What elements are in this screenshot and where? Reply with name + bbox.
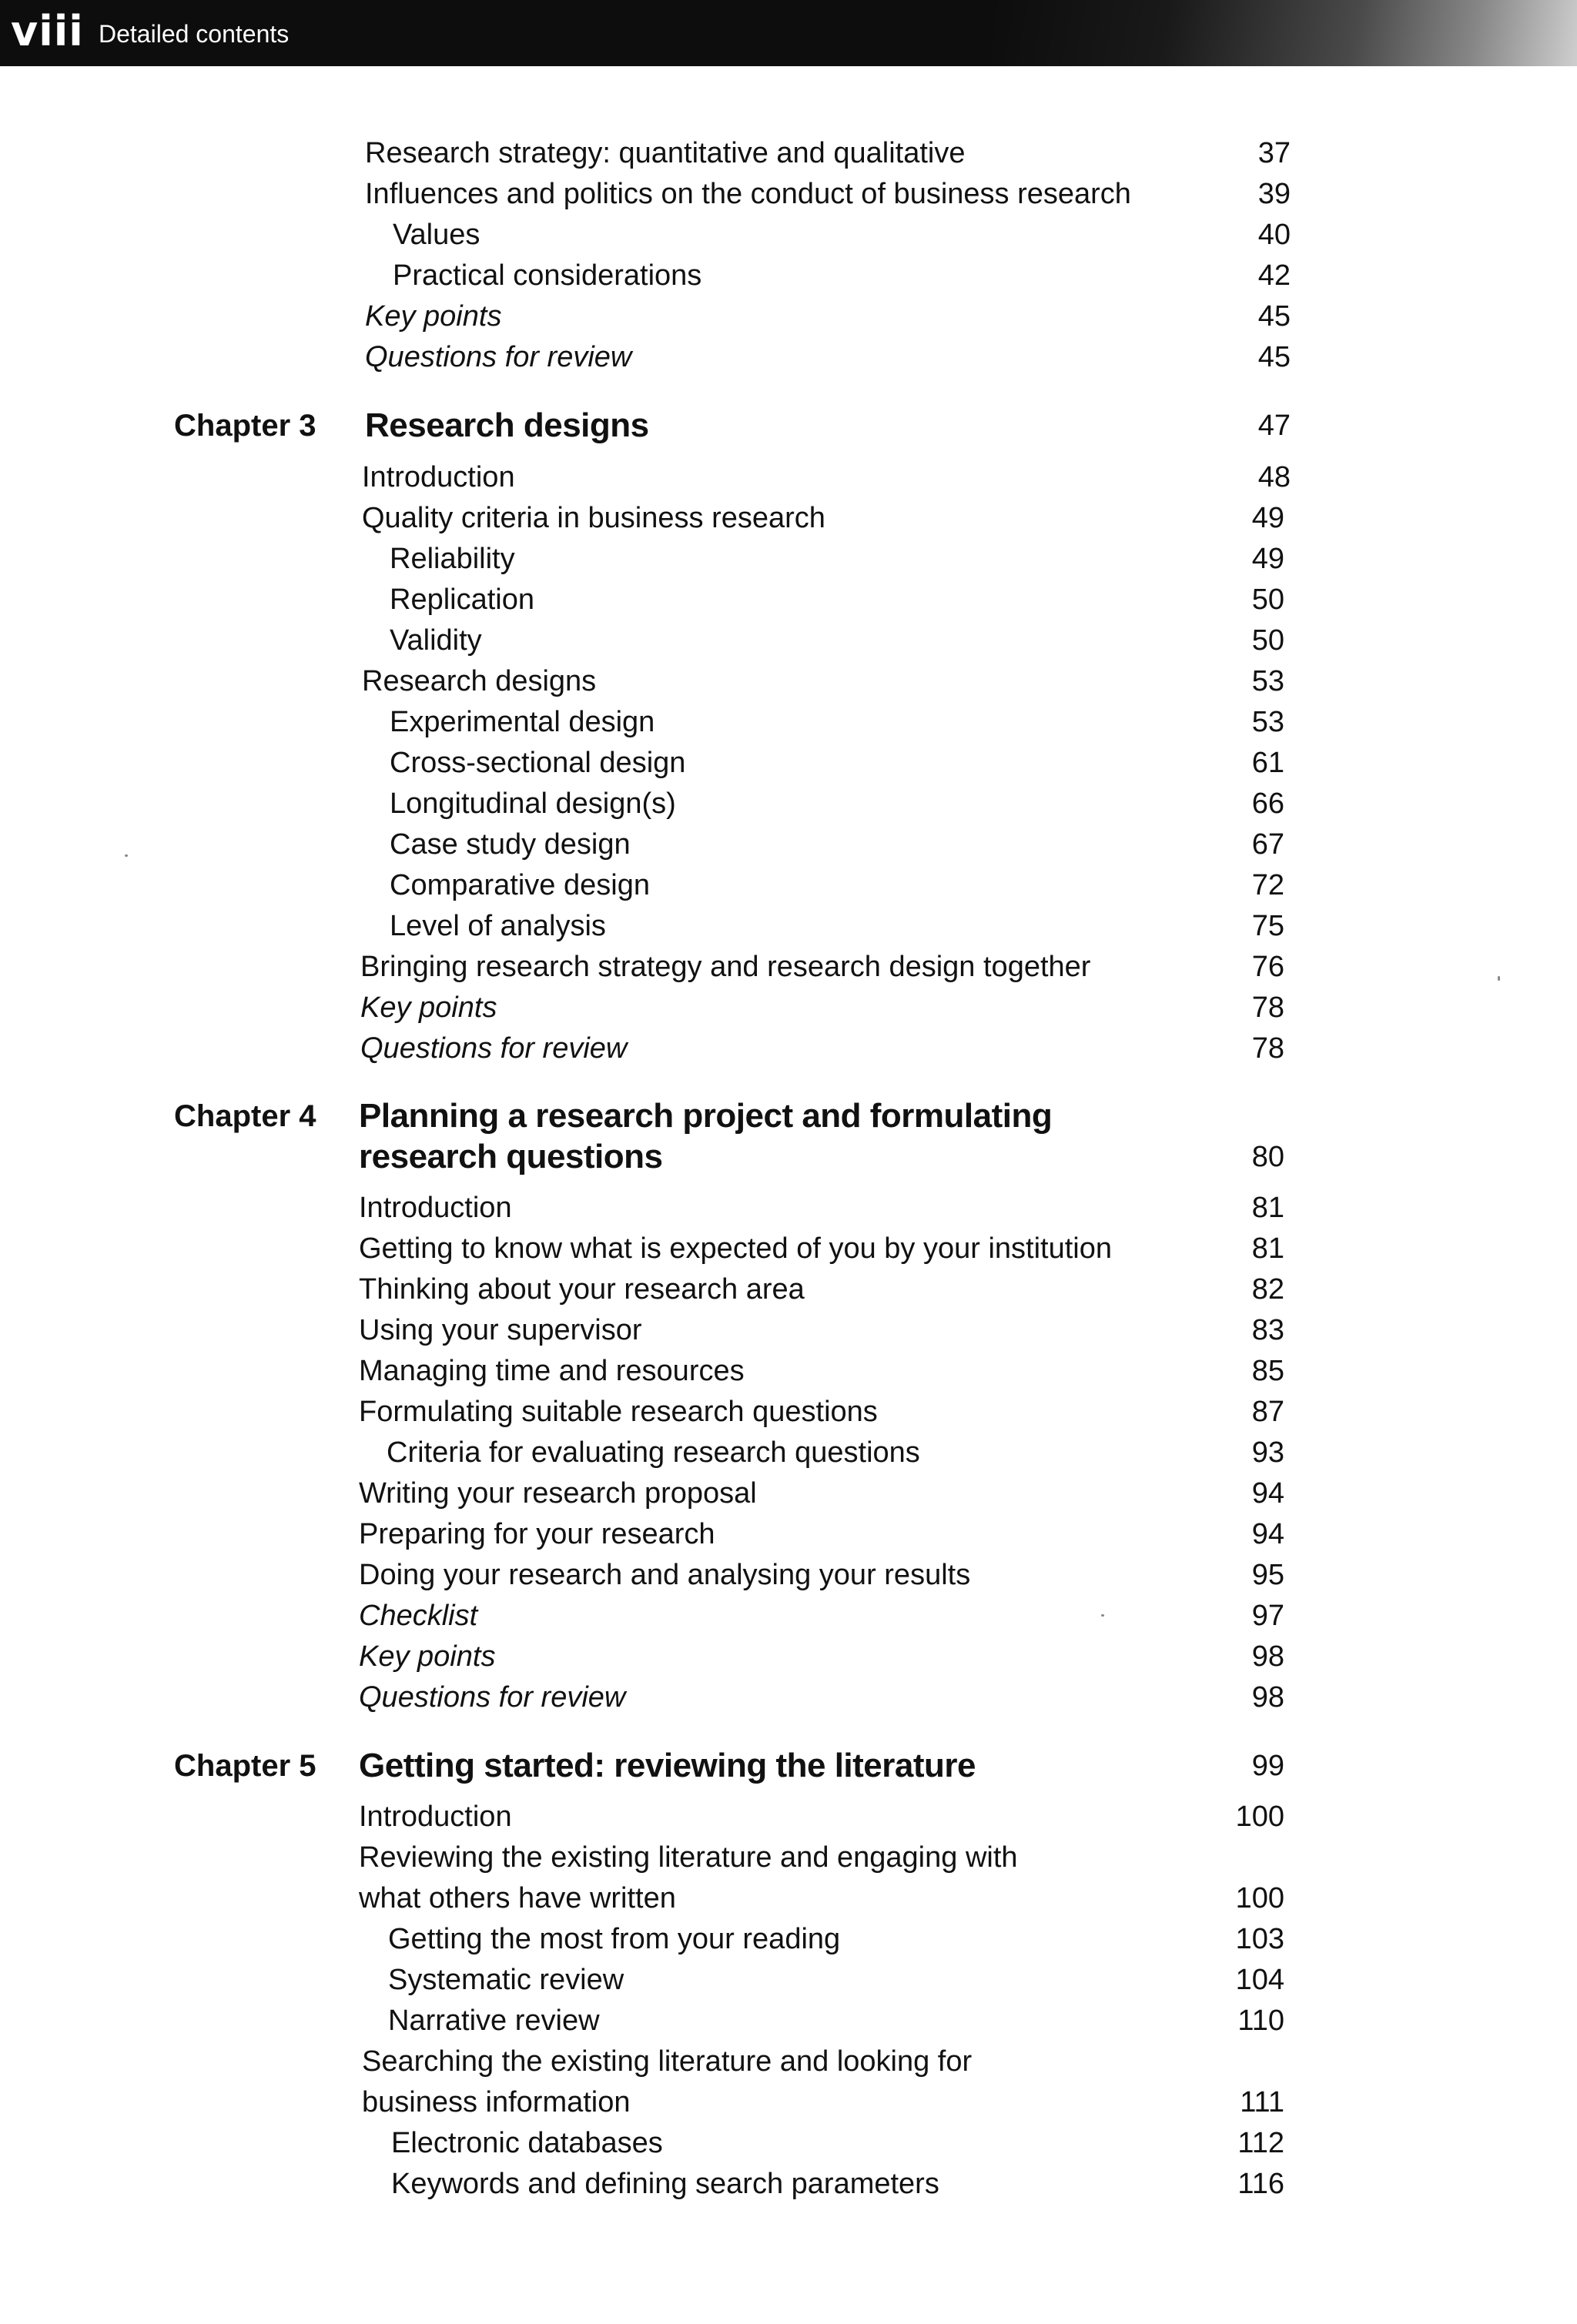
entry-title-comparative-design: Comparative design [390, 869, 650, 901]
entry-page-number: 45 [1257, 341, 1291, 373]
entry-page-number: 53 [1251, 706, 1284, 738]
entry-title-key-points: Key points [360, 991, 497, 1024]
entry-title-replication: Replication [390, 584, 534, 616]
entry-page-number: 87 [1251, 1396, 1284, 1428]
chapter-label: Chapter 4 [174, 1099, 316, 1133]
entry-title-checklist: Checklist [359, 1600, 478, 1632]
entry-page-number: 98 [1251, 1640, 1284, 1673]
entry-page-number: 53 [1251, 665, 1284, 697]
entry-title-experimental-design: Experimental design [390, 706, 655, 738]
toc-entry [0, 1879, 1577, 1918]
entry-page-number: 72 [1251, 869, 1284, 901]
entry-title-research-designs: Research designs [365, 406, 649, 444]
entry-page-number: 78 [1251, 1032, 1284, 1065]
toc-entry [0, 1797, 1577, 1836]
entry-page-number: 112 [1237, 2127, 1284, 2159]
toc-entry [0, 338, 1577, 376]
entry-title-electronic-databases: Electronic databases [391, 2127, 663, 2159]
toc-entry [0, 866, 1577, 905]
toc-entry [0, 1433, 1577, 1472]
toc-entry [0, 1838, 1577, 1877]
entry-title-getting-to-know-what-is-expected-of-you-by-your-institution: Getting to know what is expected of you by your institution [359, 1232, 1112, 1265]
toc-entry [0, 907, 1577, 945]
toc-entry [0, 1393, 1577, 1431]
entry-page-number: 75 [1251, 910, 1284, 942]
toc-entry [0, 1515, 1577, 1553]
entry-page-number: 49 [1251, 543, 1284, 575]
toc-entry [0, 540, 1577, 578]
page-number: viii [11, 7, 84, 55]
section-title: Detailed contents [99, 20, 290, 48]
entry-page-number: 100 [1235, 1801, 1284, 1833]
entry-title-research-questions: research questions [359, 1138, 663, 1175]
toc-entry [0, 744, 1577, 782]
entry-page-number: 37 [1257, 137, 1291, 169]
scan-speck [125, 854, 128, 857]
entry-page-number: 67 [1251, 828, 1284, 861]
toc-entry [0, 662, 1577, 701]
header-texture [992, 0, 1577, 66]
toc-entry [0, 1961, 1577, 1999]
entry-title-key-points: Key points [359, 1640, 496, 1673]
toc-entry [0, 2124, 1577, 2162]
entry-title-questions-for-review: Questions for review [360, 1032, 628, 1065]
entry-page-number: 104 [1235, 1964, 1284, 1996]
entry-page-number: 95 [1251, 1559, 1284, 1591]
entry-title-searching-the-existing-literature-and-looking-for: Searching the existing literature and looking for [362, 2045, 973, 2078]
entry-title-quality-criteria-in-business-research: Quality criteria in business research [362, 502, 825, 534]
entry-page-number: 42 [1257, 259, 1291, 292]
toc-entry [0, 2083, 1577, 2122]
entry-page-number: 82 [1251, 1273, 1284, 1306]
entry-page-number: 103 [1235, 1923, 1284, 1955]
entry-title-business-information: business information [362, 2086, 631, 2118]
toc-entry [0, 1189, 1577, 1227]
entry-page-number: 83 [1251, 1314, 1284, 1346]
entry-title-questions-for-review: Questions for review [365, 341, 632, 373]
toc-entry [0, 2165, 1577, 2203]
toc-entry [0, 458, 1577, 497]
entry-page-number: 116 [1237, 2168, 1284, 2200]
entry-title-values: Values [393, 219, 480, 251]
entry-title-what-others-have-written: what others have written [359, 1882, 676, 1914]
entry-title-introduction: Introduction [359, 1801, 512, 1833]
toc-entry [0, 2001, 1577, 2040]
entry-page-number: 110 [1237, 2005, 1284, 2037]
scan-speck [1498, 976, 1500, 981]
toc-entry [0, 1270, 1577, 1309]
entry-page-number: 39 [1257, 178, 1291, 210]
toc-entry [0, 825, 1577, 864]
toc-entry [0, 499, 1577, 537]
entry-page-number: 97 [1251, 1600, 1284, 1632]
entry-title-criteria-for-evaluating-research-questions: Criteria for evaluating research questions [387, 1436, 920, 1469]
entry-title-questions-for-review: Questions for review [359, 1681, 626, 1714]
toc-entry [0, 1229, 1577, 1268]
toc-entry [0, 297, 1577, 336]
entry-page-number: 80 [1251, 1141, 1284, 1173]
entry-page-number: 85 [1251, 1355, 1284, 1387]
chapter-title [0, 1135, 1577, 1179]
entry-page-number: 47 [1257, 410, 1291, 442]
entry-title-longitudinal-design-s: Longitudinal design(s) [390, 787, 676, 820]
entry-title-research-designs: Research designs [362, 665, 597, 697]
entry-title-research-strategy-quantitative-and-qualitative: Research strategy: quantitative and qualitative [365, 137, 966, 169]
entry-title-reliability: Reliability [390, 543, 515, 575]
entry-page-number: 78 [1251, 991, 1284, 1024]
toc-entry [0, 134, 1577, 172]
entry-title-validity: Validity [390, 624, 482, 657]
entry-title-managing-time-and-resources: Managing time and resources [359, 1355, 745, 1387]
toc-entry [0, 256, 1577, 295]
toc-entry [0, 988, 1577, 1027]
toc-entry [0, 1920, 1577, 1958]
entry-page-number: 45 [1257, 300, 1291, 333]
entry-page-number: 49 [1251, 502, 1284, 534]
entry-title-formulating-suitable-research-questions: Formulating suitable research questions [359, 1396, 878, 1428]
entry-title-introduction: Introduction [359, 1192, 512, 1224]
entry-page-number: 98 [1251, 1681, 1284, 1714]
entry-title-case-study-design: Case study design [390, 828, 631, 861]
toc-entry [0, 216, 1577, 254]
chapter-label: Chapter 5 [174, 1749, 316, 1783]
toc-entry [0, 1352, 1577, 1390]
chapter-label: Chapter 3 [174, 409, 316, 443]
entry-title-keywords-and-defining-search-parameters: Keywords and defining search parameters [391, 2168, 939, 2200]
toc-entry [0, 1678, 1577, 1717]
entry-title-thinking-about-your-research-area: Thinking about your research area [359, 1273, 805, 1306]
entry-title-systematic-review: Systematic review [388, 1964, 624, 1996]
entry-page-number: 50 [1251, 584, 1284, 616]
toc-entry [0, 1597, 1577, 1635]
toc-entry [0, 1556, 1577, 1594]
entry-title-planning-a-research-project-and-formulating: Planning a research project and formulating [359, 1097, 1053, 1135]
entry-title-cross-sectional-design: Cross-sectional design [390, 747, 686, 779]
toc-entry [0, 621, 1577, 660]
entry-title-bringing-research-strategy-and-research-design-together: Bringing research strategy and research design together [360, 951, 1091, 983]
scan-speck [1101, 1614, 1104, 1617]
entry-title-practical-considerations: Practical considerations [393, 259, 702, 292]
entry-title-writing-your-research-proposal: Writing your research proposal [359, 1477, 757, 1510]
entry-title-getting-started-reviewing-the-literature: Getting started: reviewing the literature [359, 1747, 976, 1784]
entry-page-number: 81 [1251, 1232, 1284, 1265]
entry-title-narrative-review: Narrative review [388, 2005, 600, 2037]
entry-page-number: 50 [1251, 624, 1284, 657]
entry-title-preparing-for-your-research: Preparing for your research [359, 1518, 715, 1550]
toc-entry [0, 2042, 1577, 2081]
toc-entry [0, 580, 1577, 619]
entry-page-number: 61 [1251, 747, 1284, 779]
entry-title-influences-and-politics-on-the-conduct-of-business-research: Influences and politics on the conduct of business research [365, 178, 1131, 210]
entry-page-number: 100 [1235, 1882, 1284, 1914]
entry-page-number: 48 [1257, 461, 1291, 493]
entry-title-key-points: Key points [365, 300, 502, 333]
entry-page-number: 99 [1251, 1750, 1284, 1782]
entry-title-level-of-analysis: Level of analysis [390, 910, 606, 942]
entry-page-number: 94 [1251, 1477, 1284, 1510]
entry-title-reviewing-the-existing-literature-and-engaging-with: Reviewing the existing literature and engaging with [359, 1841, 1018, 1874]
entry-page-number: 81 [1251, 1192, 1284, 1224]
toc-entry [0, 703, 1577, 741]
toc-entry [0, 1637, 1577, 1676]
toc-entry [0, 1029, 1577, 1068]
toc-entry [0, 784, 1577, 823]
toc-entry [0, 948, 1577, 986]
entry-page-number: 94 [1251, 1518, 1284, 1550]
toc-entry [0, 1311, 1577, 1349]
entry-page-number: 66 [1251, 787, 1284, 820]
entry-page-number: 76 [1251, 951, 1284, 983]
entry-title-getting-the-most-from-your-reading: Getting the most from your reading [388, 1923, 841, 1955]
entry-page-number: 40 [1257, 219, 1291, 251]
entry-page-number: 93 [1251, 1436, 1284, 1469]
toc-entry [0, 175, 1577, 213]
running-header [0, 0, 1577, 66]
entry-title-introduction: Introduction [362, 461, 515, 493]
entry-title-using-your-supervisor: Using your supervisor [359, 1314, 642, 1346]
entry-title-doing-your-research-and-analysing-your-results: Doing your research and analysing your results [359, 1559, 971, 1591]
entry-page-number: 111 [1240, 2086, 1284, 2118]
toc-entry [0, 1474, 1577, 1513]
